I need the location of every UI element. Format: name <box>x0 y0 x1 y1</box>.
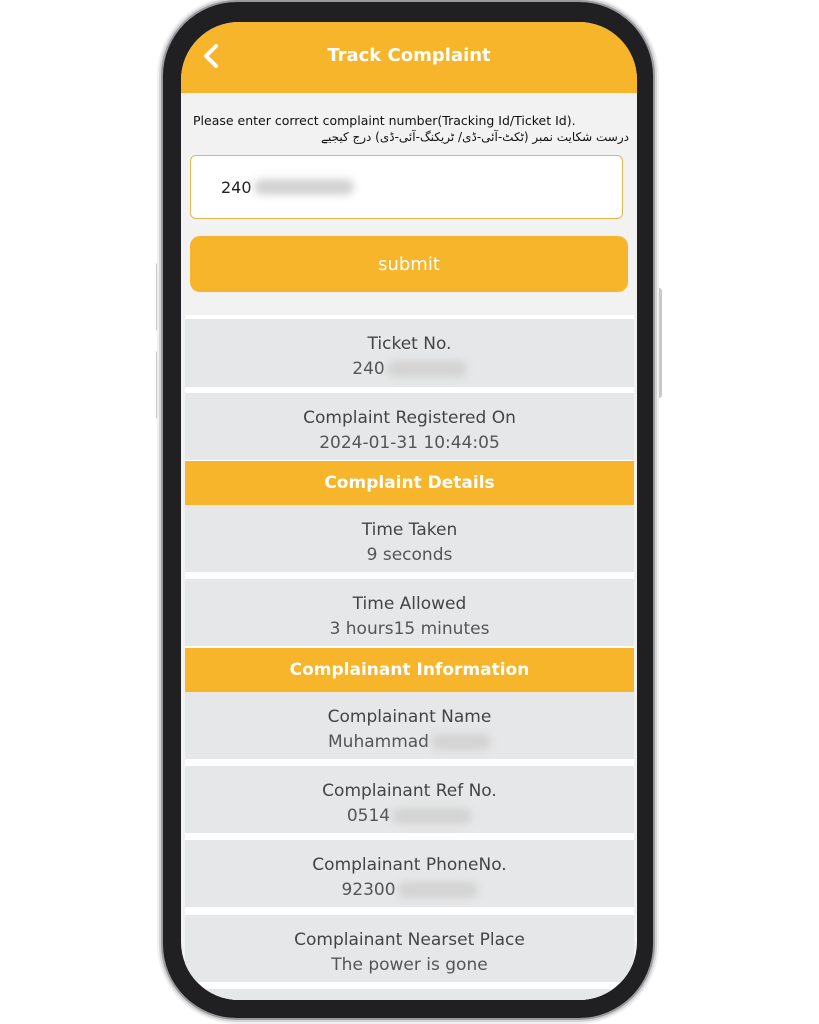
volume-down-button <box>156 350 162 420</box>
redacted-text <box>398 882 478 898</box>
instruction-english: Please enter correct complaint number(Tracking Id/Ticket Id). <box>193 113 576 128</box>
redacted-text <box>392 808 472 824</box>
page-title: Track Complaint <box>327 45 491 66</box>
registered-label: Complaint Registered On <box>303 408 516 428</box>
ticket-value: 240 <box>185 359 634 379</box>
complainant-name-value: Muhammad <box>185 732 634 752</box>
time-taken-value: 9 seconds <box>366 545 453 565</box>
complainant-place-row <box>185 915 634 982</box>
ticket-row <box>185 319 634 387</box>
time-allowed-value: 3 hours15 minutes <box>329 619 490 639</box>
complainant-ref-value: 0514 <box>185 806 634 826</box>
complaint-info-list <box>185 315 634 1000</box>
complainant-name-label: Complainant Name <box>327 707 492 727</box>
time-allowed-label: Time Allowed <box>352 594 467 614</box>
section-complainant-information: Complainant Information <box>185 648 634 692</box>
complainant-ref-row <box>185 766 634 833</box>
complainant-ref-label: Complainant Ref No. <box>322 781 497 801</box>
time-taken-row <box>185 505 634 572</box>
complainant-place-label: Complainant Nearset Place <box>294 930 525 950</box>
next-row <box>185 989 634 1000</box>
complainant-place-value: The power is gone <box>331 955 488 975</box>
redacted-text <box>387 361 467 377</box>
ticket-label: Ticket No. <box>367 334 452 354</box>
instruction-text <box>193 112 629 146</box>
complainant-phone-label: Complainant PhoneNo. <box>312 855 507 875</box>
app-header <box>181 22 637 93</box>
complaint-number-input[interactable] <box>190 155 623 219</box>
registered-value: 2024-01-31 10:44:05 <box>319 433 500 453</box>
instruction-urdu: درست شکایت نمبر (ٹکٹ-آئی-ڈی/ ٹریکنگ-آئی-ڈی) درج کیجیے <box>320 130 629 144</box>
power-button <box>656 288 662 398</box>
redacted-text <box>254 179 354 195</box>
complainant-phone-value: 92300 <box>185 880 634 900</box>
time-taken-label: Time Taken <box>361 520 458 540</box>
complainant-name-row <box>185 692 634 759</box>
time-allowed-row <box>185 579 634 646</box>
volume-up-button <box>156 262 162 332</box>
complainant-phone-row <box>185 840 634 907</box>
submit-button[interactable]: submit <box>190 236 628 292</box>
phone-screen <box>181 22 637 1000</box>
redacted-text <box>431 734 491 750</box>
section-complaint-details: Complaint Details <box>185 461 634 505</box>
input-value: 240 <box>221 177 252 197</box>
registered-row <box>185 393 634 460</box>
